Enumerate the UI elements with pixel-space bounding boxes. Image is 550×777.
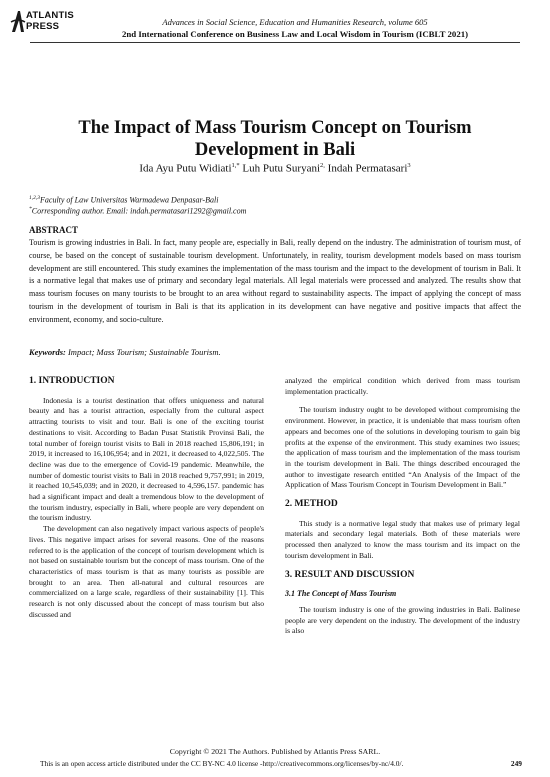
keywords-label: Keywords:: [29, 347, 66, 357]
section-heading-introduction: 1. INTRODUCTION: [29, 376, 115, 386]
abstract-text: Tourism is growing industries in Bali. In fact, many people are, especially in Bali, really depend on the industry. The administration of tourism must, of course, be based on the concept of sustainable tourism development. Unfortunately, in reality, tourism development models based on mass tourism development are still encountered. This study examines the implementation of the mass tourism and the impact to the development of tourism in Bali. It is a normative legal that makes use of primary and secondary legal materials. All legal materials were processed and analyzed. The results show that mass tourism focuses on many tourists to be brought to an area without regard to sustainability aspects. The impact of applying the concept of mass tourism in the development of tourism in Bali is that its application in its development can have negative and positive impacts that affect the environment, economy, and socio-culture.: [29, 238, 521, 324]
intro-paragraph-2: The development can also negatively impact various aspects of people's lives. This negative impact arises for several reasons. One of the reasons referred to is the application of the concept of tourism development which is not based on sustainable tourism but the concept of mass tourism. One of the characteristics of mass tourism is that as many tourists as possible are brought to an area. Then all-natural and cultural resources are commercialized on a large scale, regardless of their sustainability [1]. This research is not only discussed about the concept of mass tourism but also discussed and: [29, 524, 264, 619]
subsection-heading: 3.1 The Concept of Mass Tourism: [285, 589, 397, 599]
keywords: [29, 347, 221, 357]
intro-paragraph-continued: analyzed the empirical condition which derived from mass tourism implementation practically.: [285, 376, 520, 396]
keywords-text: Impact; Mass Tourism; Sustainable Tourism.: [67, 347, 221, 357]
affiliation-text: Faculty of Law Universitas Warmadewa Denpasar-Bali: [40, 195, 219, 205]
author-sup: 3: [407, 162, 411, 169]
section-heading-results: 3. RESULT AND DISCUSSION: [285, 569, 415, 580]
author-name: Indah Permatasari: [327, 162, 408, 175]
right-column: [285, 376, 520, 637]
page-number: 249: [510, 759, 522, 768]
copyright-notice: Copyright © 2021 The Authors. Published by Atlantis Press SARL.: [169, 747, 381, 756]
title-line-2: Development in Bali: [194, 140, 356, 160]
author-list: [20, 162, 530, 175]
left-column: [29, 376, 264, 620]
intro-paragraph-1: Indonesia is a tourist destination that offers uniqueness and natural beauty and has a tourist attraction, especially from the cultural aspect attracting tourists to visit and tour. Bali is one of the exciting tourist destinations to visit. According to Badan Pusat Statistik Provinsi Bali, the total number of foreign tourist visits to Bali in 2018 reached 15,806,191; in 2019, it increased to 16,106,954; and in 2021, it decreased to 4,022,505. The decline was due to the emergence of Covid-19 pandemic. Meanwhile, the number of domestic tourist visits to Bali in 2018 reached 9,757,991; in 2019, it reached 10,545,039; and in 2020, it decreased to 4,596,157. pandemic has had a significant impact and dealt a tremendous blow to the development of the tourism industry, especially in Bali, where people are very dependent on the tourism industry.: [29, 395, 264, 523]
conference-name: 2nd International Conference on Business Law and Local Wisdom in Tourism (ICBLT 2021): [121, 29, 469, 39]
header-rule: [30, 42, 520, 43]
title-line-1: The Impact of Mass Tourism Concept on Tourism: [78, 118, 472, 138]
abstract-heading: ABSTRACT: [29, 225, 79, 235]
section-heading-method: 2. METHOD: [285, 499, 338, 510]
method-paragraph: This study is a normative legal study that makes use of primary legal materials and secondary legal materials. Both of these materials were processed then analyzed to know the mass tourism and its impact on the tourism development in Bali.: [285, 518, 520, 560]
paper-title: [60, 117, 490, 161]
corresponding-sup: *: [29, 206, 32, 212]
logo-text-line1: ATLANTIS: [26, 10, 74, 21]
intro-paragraph-3: The tourism industry ought to be developed without compromising the environment. However, in practice, it is undeniable that mass tourism often appears and becomes one of the solutions in developing tourism to gain big profits at the expense of the environment. This study examines two issues; the application of mass tourism and the implementation of the mass tourism in the tourism development in Bali. The things described encouraged the author to investigate research entitled “An Analysis of the Impact of the Application of Mass Tourism Concept in Tourism Development in Bali.”: [285, 405, 520, 490]
results-paragraph: The tourism industry is one of the growing industries in Bali. Balinese people are very dependent on the industry. The development of the industry is also: [285, 604, 520, 636]
corresponding-author: [29, 206, 246, 216]
affiliation-sup: 1,2,3: [29, 195, 40, 201]
affiliation: [29, 195, 218, 205]
author-name: Ida Ayu Putu Widiati: [139, 162, 232, 175]
logo-text-line2: PRESS: [26, 21, 60, 32]
author-sup: 2,: [320, 162, 325, 169]
journal-name: Advances in Social Science, Education and Humanities Research, volume 605: [162, 17, 428, 27]
license-notice: This is an open access article distributed under the CC BY-NC 4.0 license -http://creativecommons.org/licenses/by-nc/4.0/.: [40, 759, 404, 768]
corresponding-text: Corresponding author. Email: indah.permatasari1292@gmail.com: [31, 206, 247, 216]
author-sup: 1,*: [231, 162, 240, 169]
author-name: Luh Putu Suryani: [242, 162, 321, 175]
